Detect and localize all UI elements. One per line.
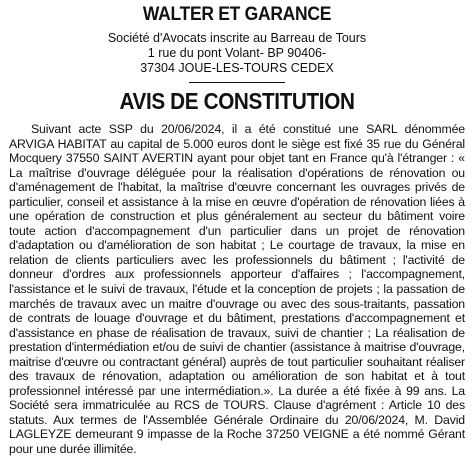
firm-address-line1: 1 rue du pont Volant- BP 90406- [147,46,327,60]
notice-body: Suivant acte SSP du 20/06/2024, il a été constitué une SARL dénommée ARVIGA HABITAT au capital de 5.000 euros dont le siège est fixé 35 rue du Général Mocquery 37550 SAINT AVERTIN ayant pour objet tant en France qu'à l'étranger : « La maîtrise d'ouvrage déléguée pour la réalisation d'opérations de rénovation ou d'aménagement de l'habitat, la maîtrise d'œuvre concernant les ouvrages privés de particulier, conseil et assistance à la mise en œuvre d'opération de rénovation liées à une opération de construction et plus généralement au secteur du bâtiment voire toute action d'accompagnement d'un particulier dans un projet de rénovation d'adaptation ou d'amélioration de son habitat ; Le courtage de travaux, la mise en relation de clients particuliers avec les professionnels du bâtiment ; l'activité de donneur d'ordres aux professionnels apporteur d'affaires ; l'accompagnement, l'assistance et le suivi de travaux, l'étude et la conception de projets ; la passation de marchés de travaux avec un maitre d'ouvrage ou avec des sous-traitants, passation de contrats de louage d'ouvrage et du bâtiment, prestations d'accompagnement et d'assistance en phase de réalisation de travaux, suivi de chantier ; La réalisation de prestation d'intermédiation et/ou de suivi de chantier (assistance à maitrise d'ouvrage, maitrise d'œuvre ou contractant général) auprès de tout particulier souhaitant réaliser des travaux de rénovation, adaptation ou amélioration de son habitat et à tout professionnel intéressé par une intermédiation.». La durée a été fixée à 99 ans. La Société sera immatriculée au RCS de TOURS. Clause d'agrément : Article 10 des statuts. Aux termes de l'Assemblée Générale Ordinaire du 20/06/2024, M. David LAGLEYZE demeurant 9 impasse de la Roche 37250 VEIGNE a été nommé Gérant pour une durée illimitée. [9,122,465,457]
firm-address-line2: 37304 JOUE-LES-TOURS CEDEX [140,61,334,75]
firm-name: WALTER ET GARANCE [142,4,332,25]
firm-details [9,31,465,76]
legal-notice [9,4,465,469]
firm-description: Société d'Avocats inscrite au Barreau de Tours [107,31,367,45]
notice-title: AVIS DE CONSTITUTION [119,88,355,114]
divider-rule [189,82,285,83]
